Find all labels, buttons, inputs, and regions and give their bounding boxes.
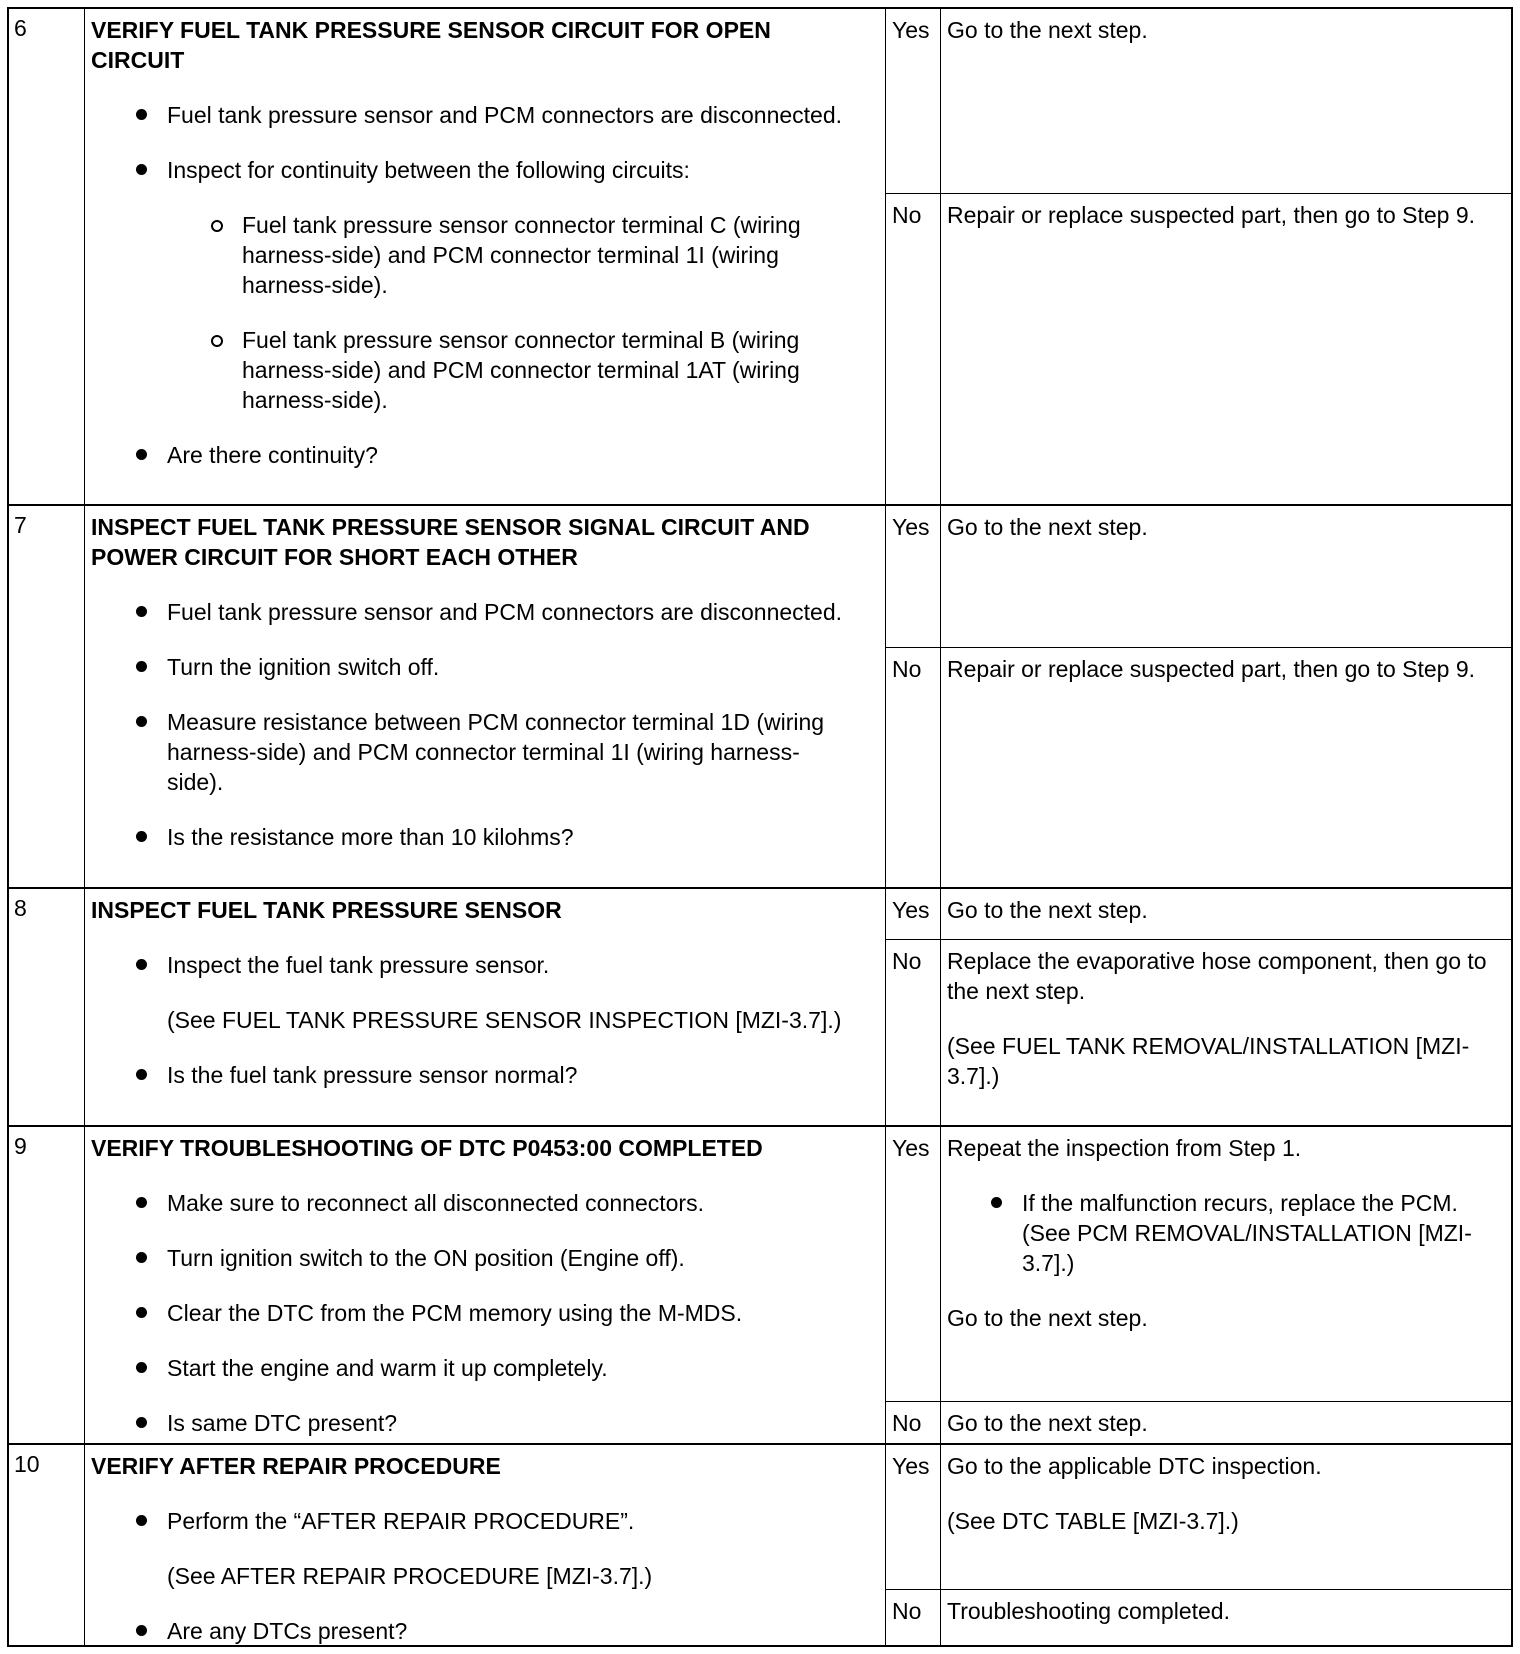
no-label: No	[886, 648, 941, 887]
result-yes	[886, 1127, 1511, 1401]
result-bullet: If the malfunction recurs, replace the PCM. (See PCM REMOVAL/INSTALLATION [MZI-3.7].)	[947, 1188, 1503, 1278]
table-row-step-9	[9, 1127, 1511, 1445]
table-row-step-10	[9, 1445, 1511, 1645]
action-bullet: Start the engine and warm it up completely.	[91, 1353, 855, 1383]
action-bullet: Are there continuity?	[91, 440, 855, 470]
step-heading: VERIFY AFTER REPAIR PROCEDURE	[91, 1453, 501, 1479]
no-label: No	[886, 194, 941, 504]
yes-label: Yes	[886, 1445, 941, 1589]
reference-note: (See AFTER REPAIR PROCEDURE [MZI-3.7].)	[167, 1563, 653, 1589]
table-row-step-7	[9, 506, 1511, 889]
step-heading: VERIFY TROUBLESHOOTING OF DTC P0453:00 COMPLETED	[91, 1135, 763, 1161]
result-no	[886, 193, 1511, 504]
yes-label: Yes	[886, 889, 941, 939]
action-bullet: Inspect for continuity between the following circuits: Fuel tank pressure sensor connector terminal C (wiring harness-side) and PCM connector terminal 1I (wiring harness-side). Fuel tank pressure sensor connector terminal B (wiring harness-side) and PCM connector terminal 1AT (wiring harness-side).	[91, 155, 855, 415]
action-bullet: Measure resistance between PCM connector terminal 1D (wiring harness-side) and PCM connector terminal 1I (wiring harness-side).	[91, 707, 855, 797]
no-label: No	[886, 1590, 941, 1645]
no-text: Replace the evaporative hose component, then go to the next step. (See FUEL TANK REMOVAL/INSTALLATION [MZI-3.7].)	[941, 940, 1511, 1116]
action-bullet: Turn ignition switch to the ON position (Engine off).	[91, 1243, 855, 1273]
no-text: Repair or replace suspected part, then go to Step 9.	[947, 656, 1476, 682]
reference-note: (See FUEL TANK REMOVAL/INSTALLATION [MZI-3.7].)	[947, 1033, 1470, 1089]
result-yes	[886, 889, 1511, 939]
step-action	[85, 1127, 886, 1443]
yes-text: Go to the next step.	[947, 17, 1148, 43]
no-text: Go to the next step.	[947, 1410, 1148, 1436]
table-row-step-8	[9, 889, 1511, 1127]
action-bullet: Are any DTCs present?	[91, 1616, 855, 1646]
no-text: Troubleshooting completed.	[947, 1598, 1230, 1624]
result-yes	[886, 506, 1511, 647]
action-bullet: Inspect the fuel tank pressure sensor. (See FUEL TANK PRESSURE SENSOR INSPECTION [MZI-3.7].)	[91, 950, 855, 1035]
yes-text: Go to the next step.	[947, 514, 1148, 540]
step-number: 7	[9, 506, 85, 887]
yes-label: Yes	[886, 1127, 941, 1401]
action-sub-bullet: Fuel tank pressure sensor connector terminal B (wiring harness-side) and PCM connector terminal 1AT (wiring harness-side).	[167, 325, 855, 415]
step-action	[85, 889, 886, 1125]
step-action	[85, 9, 886, 504]
table-row-step-6	[9, 9, 1511, 506]
result-yes	[886, 1445, 1511, 1589]
result-no	[886, 1401, 1511, 1443]
yes-text: Repeat the inspection from Step 1. If the malfunction recurs, replace the PCM. (See PCM REMOVAL/INSTALLATION [MZI-3.7].) Go to the next step.	[941, 1127, 1511, 1358]
step-action	[85, 1445, 886, 1645]
action-sub-bullet: Fuel tank pressure sensor connector terminal C (wiring harness-side) and PCM connector terminal 1I (wiring harness-side).	[167, 210, 855, 300]
action-bullet: Turn the ignition switch off.	[91, 652, 855, 682]
reference-note: (See DTC TABLE [MZI-3.7].)	[947, 1508, 1239, 1534]
step-number: 9	[9, 1127, 85, 1443]
result-no	[886, 939, 1511, 1125]
step-number: 10	[9, 1445, 85, 1645]
action-bullet: Perform the “AFTER REPAIR PROCEDURE”. (See AFTER REPAIR PROCEDURE [MZI-3.7].)	[91, 1506, 855, 1591]
result-yes	[886, 9, 1511, 193]
action-bullet: Make sure to reconnect all disconnected connectors.	[91, 1188, 855, 1218]
step-number: 8	[9, 889, 85, 1125]
reference-note: (See FUEL TANK PRESSURE SENSOR INSPECTION [MZI-3.7].)	[167, 1007, 842, 1033]
yes-label: Yes	[886, 9, 941, 193]
action-bullet: Is the resistance more than 10 kilohms?	[91, 822, 855, 852]
no-label: No	[886, 1402, 941, 1443]
step-heading: INSPECT FUEL TANK PRESSURE SENSOR SIGNAL CIRCUIT AND POWER CIRCUIT FOR SHORT EACH OTHER	[91, 514, 810, 570]
step-number: 6	[9, 9, 85, 504]
yes-text: Go to the applicable DTC inspection. (See DTC TABLE [MZI-3.7].)	[941, 1445, 1511, 1561]
result-no	[886, 1589, 1511, 1645]
result-no	[886, 647, 1511, 887]
action-bullet: Is the fuel tank pressure sensor normal?	[91, 1060, 855, 1090]
step-heading: VERIFY FUEL TANK PRESSURE SENSOR CIRCUIT FOR OPEN CIRCUIT	[91, 17, 771, 73]
action-bullet: Is same DTC present?	[91, 1408, 855, 1438]
yes-text: Go to the next step.	[947, 897, 1148, 923]
action-bullet: Fuel tank pressure sensor and PCM connectors are disconnected.	[91, 100, 855, 130]
reference-note: (See PCM REMOVAL/INSTALLATION [MZI-3.7].)	[1022, 1220, 1472, 1276]
action-bullet: Clear the DTC from the PCM memory using the M-MDS.	[91, 1298, 855, 1328]
yes-label: Yes	[886, 506, 941, 647]
troubleshooting-table	[7, 7, 1513, 1647]
no-label: No	[886, 940, 941, 1125]
action-bullet: Fuel tank pressure sensor and PCM connectors are disconnected.	[91, 597, 855, 627]
no-text: Repair or replace suspected part, then go to Step 9.	[947, 202, 1476, 228]
step-heading: INSPECT FUEL TANK PRESSURE SENSOR	[91, 897, 562, 923]
step-action	[85, 506, 886, 887]
